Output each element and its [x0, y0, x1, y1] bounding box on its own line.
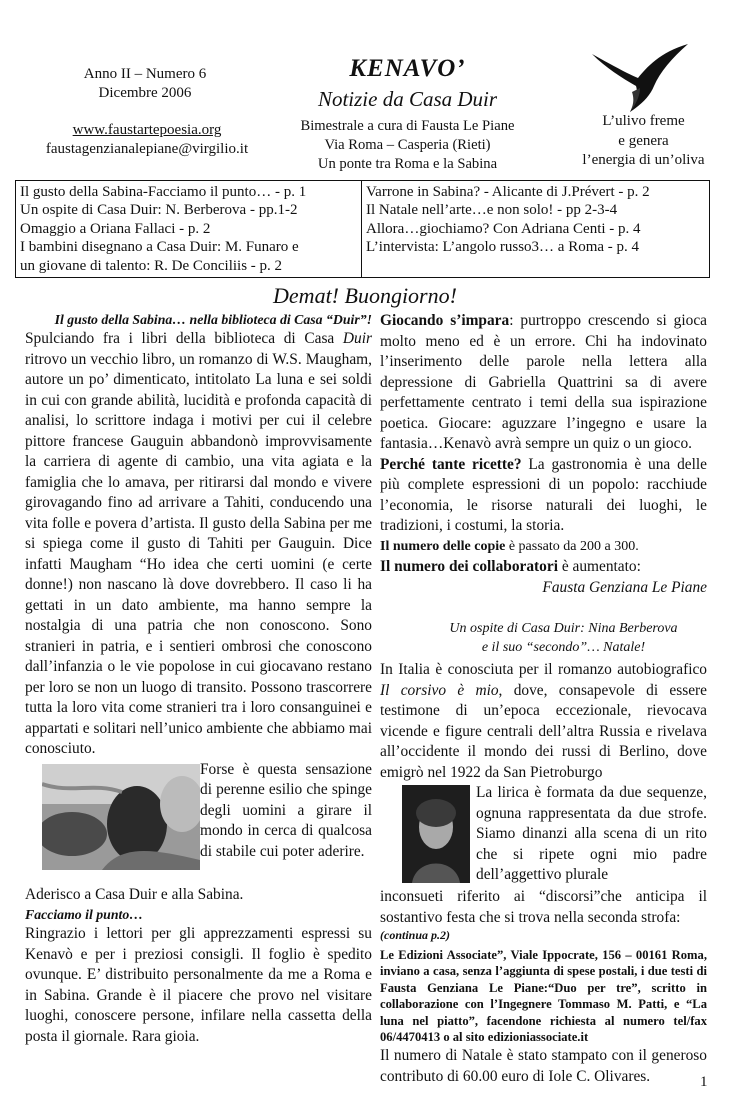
text-span: Duir	[342, 330, 372, 347]
berberova-portrait-image	[402, 785, 470, 883]
toc-item[interactable]: Omaggio a Oriana Fallaci - p. 2	[20, 220, 211, 237]
text-span: , dove, consapevole di essere testimone di un’epoca eccezionale, rievocava vicende e figure centrali dell’altra Russia e rivelava all’occidente il mondo dei russi di Berlino, dove emigrò nel 1922 da San Pietroburgo	[380, 681, 708, 781]
page-number: 1	[700, 1074, 708, 1090]
article-signature: Fausta Genziana Le Piane	[542, 578, 707, 596]
article-paragraph	[380, 537, 707, 558]
issue-date: Dicembre 2006	[98, 85, 192, 101]
article-title	[380, 620, 707, 657]
article-title-line: Un ospite di Casa Duir: Nina Berberova	[449, 621, 678, 636]
article-paragraph: inconsueti riferito ai “discorsi”che anticipa il sostantivo festa che si trova nella seconda strofa:	[380, 888, 707, 926]
toc-item[interactable]: un giovane di talento: R. De Conciliis - p. 2	[20, 257, 283, 274]
continua-note: (continua p.2)	[380, 928, 451, 942]
article-paragraph: Aderisco a Casa Duir e alla Sabina.	[25, 885, 244, 903]
article-paragraph: Il numero di Natale è stato stampato con il generoso contributo di 60.00 euro di Iole C. Olivares.	[380, 1047, 707, 1085]
text-span: La gastronomia è una delle più complete espressioni di un popolo: racchiude l’economia, le risorse naturali dei luoghi, le tradizioni, i costumi, la storia.	[380, 455, 707, 534]
toc-item[interactable]: Il gusto della Sabina-Facciamo il punto… - p. 1	[20, 184, 307, 200]
gauguin-painting-image	[42, 764, 200, 870]
swallow-bird-icon	[590, 42, 690, 114]
toc-left	[20, 183, 360, 275]
motto-line: L’ulivo freme	[602, 113, 685, 129]
text-span: Giocando s’impara	[380, 312, 510, 329]
issue-info	[55, 65, 235, 103]
masthead-subtitle: Notizie da Casa Duir	[317, 87, 498, 111]
article-subhead: Facciamo il punto…	[25, 907, 144, 922]
page-headline: Demat! Buongiorno!	[273, 283, 457, 308]
article-paragraph	[25, 329, 372, 760]
text-span: In Italia è conosciuta per il romanzo autobiografico	[380, 661, 707, 678]
article-paragraph	[380, 455, 707, 537]
toc-right	[366, 183, 706, 257]
desc-line: Bimestrale a cura di Fausta Le Piane	[300, 118, 515, 134]
publisher-notice: Le Edizioni Associate”, Viale Ippocrate, 156 – 00161 Roma, inviano a casa, senza l’aggiunta di spese postali, i due testi di Fausta Genziana Le Piane:“Duo per tre”, scritto in collaborazione con l’Ingegnere Tommaso M. Patti, e “La luna nel piatto”, facendone richiesta al numero tel/fax 06/4470413 o al sito edizioniassociate.it	[380, 948, 707, 1045]
masthead-title: KENAVO’	[349, 55, 466, 82]
text-span: è passato da 200 a 300.	[505, 538, 639, 554]
website-link[interactable]: www.faustartepoesia.org	[72, 122, 222, 138]
toc-divider	[361, 181, 362, 277]
masthead-description	[275, 117, 540, 174]
desc-line: Via Roma – Casperia (Rieti)	[324, 137, 491, 153]
table-of-contents	[15, 180, 710, 278]
contact-info	[22, 121, 272, 159]
toc-item[interactable]: Allora…giochiamo? Con Adriana Centi - p. 4	[366, 220, 641, 237]
article-paragraph	[380, 311, 707, 455]
email-link[interactable]: faustagenzianalepiane@virgilio.it	[45, 141, 249, 157]
article-section-title: Il gusto della Sabina… nella biblioteca di Casa “Duir”!	[54, 312, 372, 327]
toc-item[interactable]: Il Natale nell’arte…e non solo! - pp 2-3-4	[366, 202, 618, 219]
text-span: : purtroppo crescendo si gioca molto meno ed è un errore. Chi ha indovinato l’inserimento delle parole nella lettera alla depressione di Gabriella Quattrini sa di avere perfettamente centrato i temi della sua ispirazione poetica. Giocare: aguzzare l’ingegno e usare la fantasia…Kenavò avrà sempre un quiz o un gioco.	[380, 312, 707, 452]
motto-line: l’energia di un’oliva	[582, 152, 705, 168]
right-column	[380, 311, 707, 1087]
article-paragraph	[380, 557, 707, 578]
toc-item[interactable]: Varrone in Sabina? - Alicante di J.Prévert - p. 2	[366, 184, 650, 200]
motto	[556, 112, 731, 171]
toc-item[interactable]: I bambini disegnano a Casa Duir: M. Funaro e	[20, 239, 299, 256]
text-span: Il numero delle copie	[380, 538, 506, 554]
text-span: Spulciando fra i libri della biblioteca di Casa	[25, 330, 343, 347]
issue-number: Anno II – Numero 6	[83, 66, 207, 82]
masthead-block	[275, 55, 540, 174]
toc-item[interactable]: Un ospite di Casa Duir: N. Berberova - pp.1-2	[20, 202, 298, 219]
article-paragraph	[380, 660, 707, 783]
desc-line: Un ponte tra Roma e la Sabina	[317, 156, 498, 172]
text-span: Il numero dei collaboratori	[380, 558, 558, 575]
text-span: Perché tante ricette?	[380, 455, 522, 473]
motto-line: e genera	[618, 132, 669, 149]
text-span: ritrovo un vecchio libro, un romanzo di W.S. Maugham, autore un po’ dimenticato, intitolato La luna e sei soldi in cui con grande abilità, lucidità e profonda capacità di analisi, lo scrittore indaga i motivi per cui il celebre pittore francese Gauguin abbandonò improvvisamente la carriera di agente di cambio, una vita agiata e la famiglia che lo amava, per ritirarsi dal mondo e vivere girovagando fino ad arrivare a Tahiti, conducendo una vita folle e povera d’artista. Il gusto della Sabina per me si spiega come il gusto di Tahiti per Gauguin. Dice infatti Maugham “Ho idea che certi uomini (e certe donne!) non nascano là dove dovrebbero. Il caso li ha gettati in un dato ambiente, ma hanno sempre la nostalgia di una patria che non conoscono. Sono stranieri in patria, e i sentieri ombrosi che conoscono dall’infanzia o le vie popolose in cui giocavano restano per loro se non un luogo di transito. Possono trascorrere tutta la loro vita come stranieri tra i loro consanguinei e appartati e solitari nell’unico ambiente che abbiamo mai conosciuto.	[25, 350, 372, 757]
article-paragraph: Forse è questa sensazione di perenne esilio che spinge degli uomini a girare il mondo in cerca di qualcosa di stabile cui poter aderire.	[200, 760, 372, 860]
article-paragraph: Ringrazio i lettori per gli apprezzamenti espressi su Kenavò e per i preziosi consigli. Il foglio è spedito ovunque. E’ distribuito personalmente da me a Roma e in Sabina. Grande è il piacere che provo nel visitare luoghi, conoscere persone, infilare nella cassetta della posta il giornale. Rara gioia.	[25, 925, 372, 1045]
toc-item[interactable]: L’intervista: L’angolo russo3… a Roma - p. 4	[366, 239, 640, 256]
left-column	[25, 311, 372, 1047]
text-span: Il corsivo è mio	[380, 681, 499, 699]
article-title-line: e il suo “secondo”… Natale!	[481, 639, 646, 655]
article-paragraph: La lirica è formata da due sequenze, ognuna rappresentata da due strofe. Siamo dinanzi alla scena di un rito che si ripete ogni mio padre dell’aggettivo plurale	[476, 784, 707, 883]
text-span: è aumentato:	[557, 558, 641, 575]
